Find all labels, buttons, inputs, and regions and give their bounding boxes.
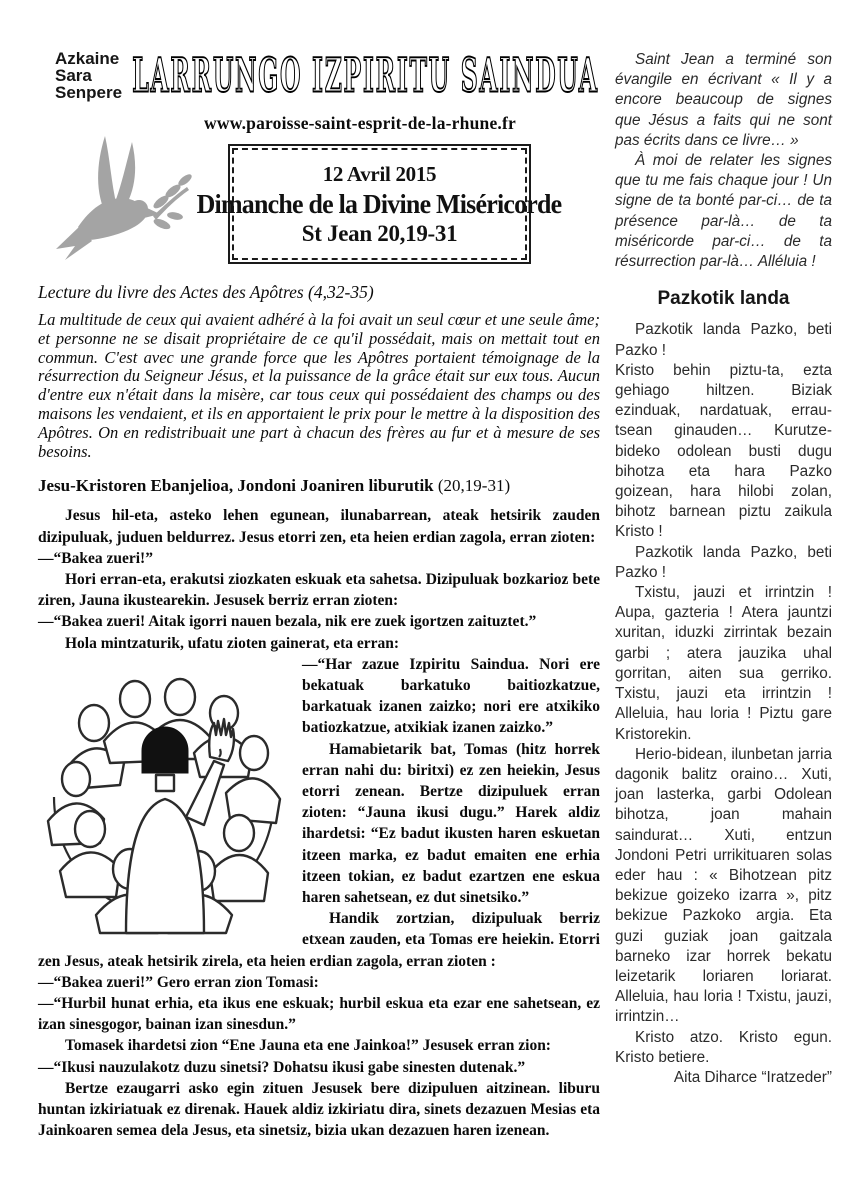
parish-website-url: www.paroisse-saint-esprit-de-la-rhune.fr — [204, 113, 516, 133]
sidebar-column — [615, 50, 832, 1088]
sidebar-intro-paragraph: À moi de relater les signes que tu me fais chaque jour ! Un signe de ta bonté par-ci… de ta présence par-là… de ta miséricorde par-ci… de ta résurrection par-là… Alléluia ! — [615, 152, 832, 271]
feast-reference: St Jean 20,19-31 — [301, 220, 458, 246]
gospel-paragraph: Jesus hil-eta, asteko lehen egunean, ilunabarrean, ateak hetsirik zauden dizipuluak, juduen beldurrez. Jesus etorri zen, eta heien erdian zagola, erran zioten: — [38, 507, 600, 546]
gospel-dialog: —“Bakea zueri! Aitak igorri nauen bezala, nik ere zuek igortzen zaituztet.” — [38, 613, 537, 631]
poem-paragraph: Kristo atzo. Kristo egun. Kristo betiere. — [615, 1028, 832, 1066]
gospel-paragraph: Tomasek ihardetsi zion “Ene Jauna eta ene Jainkoa!” Jesusek erran zion: — [65, 1037, 551, 1055]
gospel-text — [38, 505, 600, 1141]
gospel-heading — [38, 476, 600, 496]
feast-date-box — [197, 144, 562, 264]
masthead-title: LARRUNGO IZPIRITU SAINDUA — [131, 47, 599, 103]
gospel-paragraph: Hamabietarik bat, Tomas (hitz horrek erran nahi du: biritxi) ez zen heiekin, Jesus etorri zenean. Bertze dizipuluek erran zioten: “Jauna ikusi dugu.” Harek aldiz ihardetsi: “Ez badut ikusten haren eskuetan itzeen marka, ez badut emaiten ene erhia itzeen tokian, ez badut ezartzen ene eskua haren sahetsean, ez dut sinetsiko.” — [302, 740, 600, 907]
disciples-illustration — [38, 657, 290, 935]
gospel-paragraph: Hola mintzaturik, ufatu zioten gainerat, eta erran: — [65, 634, 400, 652]
gospel-heading-title: Jesu-Kristoren Ebanjelioa, Jondoni Joaniren liburutik — [38, 476, 434, 496]
gospel-paragraph: Bertze ezaugarri asko egin zituen Jesusek bere dizipuluen aitzinean. liburu huntan izkiriatuak ez direnak. Hauek aldiz izkiriatu dira, sinets dezazuen Mesias eta Jainkoaren semea dela Jesus, eta sinetsiz, bizia ukan dezazuen haren izenean. — [38, 1079, 600, 1140]
sidebar-intro-paragraph: Saint Jean a terminé son évangile en écrivant « Il y a encore beaucoup de signes que Jésus a faits qui ne sont pas écrits dans ce livre… » — [615, 51, 832, 149]
poem-paragraph: Kristo behin piztu-ta, ezta gehiago hiltzen. Biziak ezinduak, nardatuak, errau-tsean ginauden… Kurutze-bideko odolean busti dugu bihotza eta hara Pazko goizean, hara hilobi zolan, bihotz barnean piztu zaikula Kristo ! — [615, 361, 832, 541]
feast-date: 12 Avril 2015 — [322, 161, 437, 186]
poem-paragraph: Txistu, jauzi et irrintzin ! Aupa, gazteria ! Atera jauntzi xuritan, iduzki zirrintak bezain garbi ; atera jauzika uhal gorritan, aiten sua gerriko. Txistu, jauzi eta irrintzin ! Alleluia, hau loria ! Piztu gare Kristorekin. — [615, 584, 832, 743]
poem-paragraph: Herio-bidean, ilunbetan jarria dagonik balitz oraino… Xuti, joan lasterka, garbi Odolean bihotza, joan mahain saindurat… Xuti, entzun Jondoni Petri urrikituaren solas eder hau : « Bihotzean pitz bekizue goizeko izarra », pitz bekizue Pazkoko argia. Eta guzi guziak joan gaitzala barneko izar horrek bekatu leizetarik loriaren loriarat. Alleluia, hau loria ! Txistu, jauzi, irrintzin… — [615, 745, 832, 1026]
feast-title: Dimanche de la Divine Miséricorde — [197, 188, 562, 219]
first-reading-heading: Lecture du livre des Actes des Apôtres (4,32-35) — [38, 282, 374, 302]
poem-paragraph: Pazkotik landa Pazko, beti Pazko ! — [615, 543, 832, 581]
town-name: Senpere — [55, 83, 123, 102]
masthead — [131, 44, 599, 106]
feast-date-box-frame — [197, 148, 562, 260]
dove-icon — [50, 130, 195, 272]
poem-signature: Aita Diharce “Iratzeder” — [673, 1068, 832, 1086]
dove-silhouette — [56, 136, 194, 260]
poem-paragraph: Pazkotik landa Pazko, beti Pazko ! — [615, 321, 832, 359]
parish-towns — [55, 50, 122, 101]
gospel-dialog: —“Hurbil hunat erhia, eta ikus ene eskuak; hurbil eskua eta ezar ene sahetsean, ez izan sinesgogor, bainan izan sinesdun.” — [38, 995, 600, 1034]
sidebar-poem — [615, 320, 832, 1088]
gospel-heading-reference: (20,19-31) — [433, 476, 511, 496]
sidebar-section-title: Pazkotik landa — [657, 288, 790, 310]
town-name: Sara — [55, 66, 92, 85]
gospel-dialog: —“Bakea zueri!” — [38, 549, 153, 567]
sidebar-intro — [615, 50, 832, 272]
gospel-dialog: —“Har zazue Izpiritu Saindua. Nori ere bekatuak barkatuko baitiozkatzue, barkatuak izanen zaizko; nori ere atxikiko batiozkatzue, atxikiak izanen zaizko.” — [302, 655, 600, 737]
gospel-paragraph: Hori erran-eta, erakutsi ziozkaten eskuak eta sahetsa. Dizipuluak bozkarioz bete ziren, Jauna ikustearekin. Jesusek berriz erran zioten: — [38, 570, 600, 610]
gospel-dialog: —“Ikusi nauzulakotz duzu sinetsi? Dohatsu ikusi gabe sinesten dutenak.” — [38, 1058, 526, 1076]
gospel-paragraph: Handik zortzian, dizipuluak berriz etxean zauden, eta Tomas ere heiekin. Etorri zen Jesus, ateak hetsirik zirela, eta heien erdian zagola, erran zioten : — [38, 910, 600, 970]
first-reading-text: La multitude de ceux qui avaient adhéré à la foi avait un seul cœur et une seule âme; et personne ne se disait propriétaire de ce qu'il possédait, mais on mettait tout en commun. C'est avec une grande force que les Apôtres portaient témoignage de la résurrection du Seigneur Jésus, et la puissance de la grâce était sur eux tous. Aucun d'entre eux n'était dans la misère, car tous ceux qui possédaient des champs ou des maisons les vendaient, et ils en apportaient le prix pour le mettre à la disposition des Apôtres. On en redistribuait une part à chacun des frères au fur et à mesure de ses besoins. — [38, 310, 600, 461]
gospel-dialog: —“Bakea zueri!” Gero erran zion Tomasi: — [38, 973, 319, 991]
main-column — [38, 282, 600, 1141]
town-name: Azkaine — [55, 49, 120, 68]
